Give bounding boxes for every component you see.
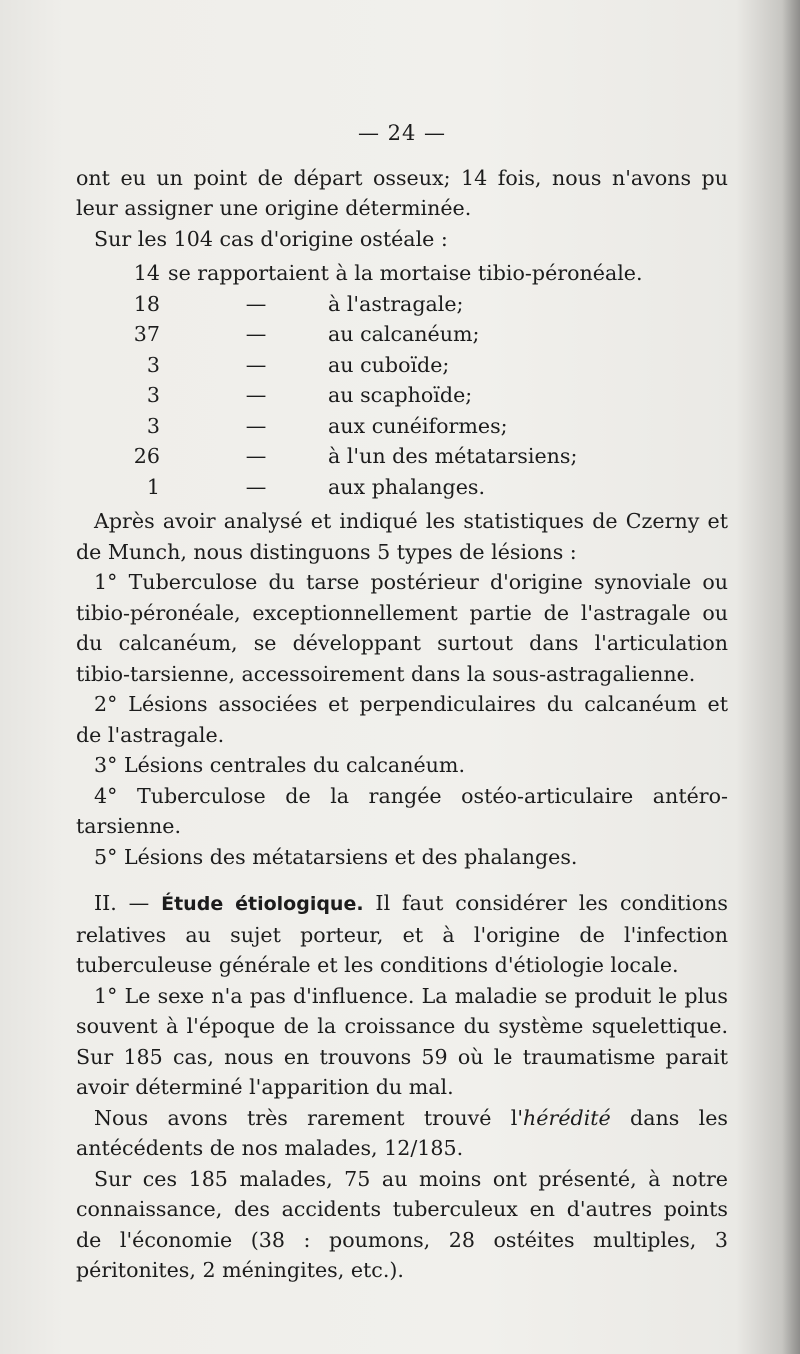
stat-row [76,411,728,442]
after-stats-paragraph: Après avoir analysé et indiqué les statistiques de Czerny et de Munch, nous distinguons 5 types de lésions : [76,509,728,564]
stat-count: 1 [146,474,160,499]
heredity-italic: hérédité [523,1105,611,1130]
page-number: — 24 — [357,121,447,145]
stat-location: au calcanéum; [328,322,480,346]
final-paragraph: Sur ces 185 malades, 75 au moins ont présenté, à notre connaissance, des accidents tuberculeux en d'autres points de l'économie (38 : poumons, 28 ostéites multiples, 3 péritonites, 2 méningites, etc.). [76,1166,728,1282]
stat-row [76,472,728,503]
stat-location: aux cunéiformes; [328,413,508,438]
section-two-text: Il faut considérer les conditions relatives au sujet porteur, et à l'origine de l'infection tuberculeuse générale et les conditions d'étiologie locale. [76,891,728,977]
lesion-type-4: 4° Tuberculose de la rangée ostéo-articulaire antéro-tarsienne. [76,783,728,838]
stat-row [76,319,728,350]
stat-count: 3 [146,352,160,377]
section-gap [76,872,728,888]
sex-paragraph: 1° Le sexe n'a pas d'influence. La maladie se produit le plus souvent à l'époque de la croissance du système squelettique. Sur 185 cas, nous en trouvons 59 où le traumatisme parait avoir déterminé l'apparition du mal. [76,983,728,1099]
stat-count: 37 [133,322,160,346]
section-two-paragraph [76,888,728,981]
statistics-list [76,258,728,502]
stat-location: se rapportaient à la mortaise tibio-péronéale. [168,261,643,285]
stat-row [76,350,728,381]
stat-row [76,258,728,289]
stat-count: 3 [146,383,160,407]
osteal-intro: Sur les 104 cas d'origine ostéale : [94,226,448,251]
stat-count: 3 [146,413,160,438]
stat-dash: — [245,352,267,377]
stat-location: au scaphoïde; [328,383,473,407]
lesion-type-5: 5° Lésions des métatarsiens et des phalanges. [94,844,578,869]
stat-count: 26 [133,444,160,468]
stat-count: 14 [133,261,160,285]
stat-location: à l'astragale; [328,291,464,316]
page-content [76,118,728,1286]
stat-location: à l'un des métatarsiens; [328,444,578,468]
section-two-title: Étude étiologique. [161,893,364,915]
stat-count: 18 [133,291,160,316]
section-two-number: II. — [94,891,150,915]
stat-row [76,289,728,320]
stat-dash: — [245,291,267,316]
stat-location: aux phalanges. [328,474,486,499]
heredity-paragraph [76,1103,728,1164]
intro-paragraph: ont eu un point de départ osseux; 14 fois, nous n'avons pu leur assigner une origine déterminée. [76,165,728,220]
lesion-type-3: 3° Lésions centrales du calcanéum. [94,753,465,777]
stat-dash: — [245,322,267,346]
page-edge-shadow [782,0,800,1354]
stat-location: au cuboïde; [328,352,450,377]
stat-dash: — [245,383,267,407]
lesion-type-1: 1° Tuberculose du tarse postérieur d'origine synoviale ou tibio-péronéale, exceptionnellement partie de l'astragale ou du calcanéum, se développant surtout dans l'articulation tibio-tarsienne, accessoirement dans la sous-astragalienne. [76,570,728,686]
stat-dash: — [245,444,267,468]
stat-row [76,380,728,411]
stat-dash: — [245,474,267,499]
heredity-after: dans les antécédents de nos malades, 12/185. [76,1105,728,1160]
lesion-type-2: 2° Lésions associées et perpendiculaires du calcanéum et de l'astragale. [76,692,728,747]
stat-row [76,441,728,472]
stat-dash: — [245,413,267,438]
heredity-before: Nous avons très rarement trouvé l' [94,1105,524,1130]
